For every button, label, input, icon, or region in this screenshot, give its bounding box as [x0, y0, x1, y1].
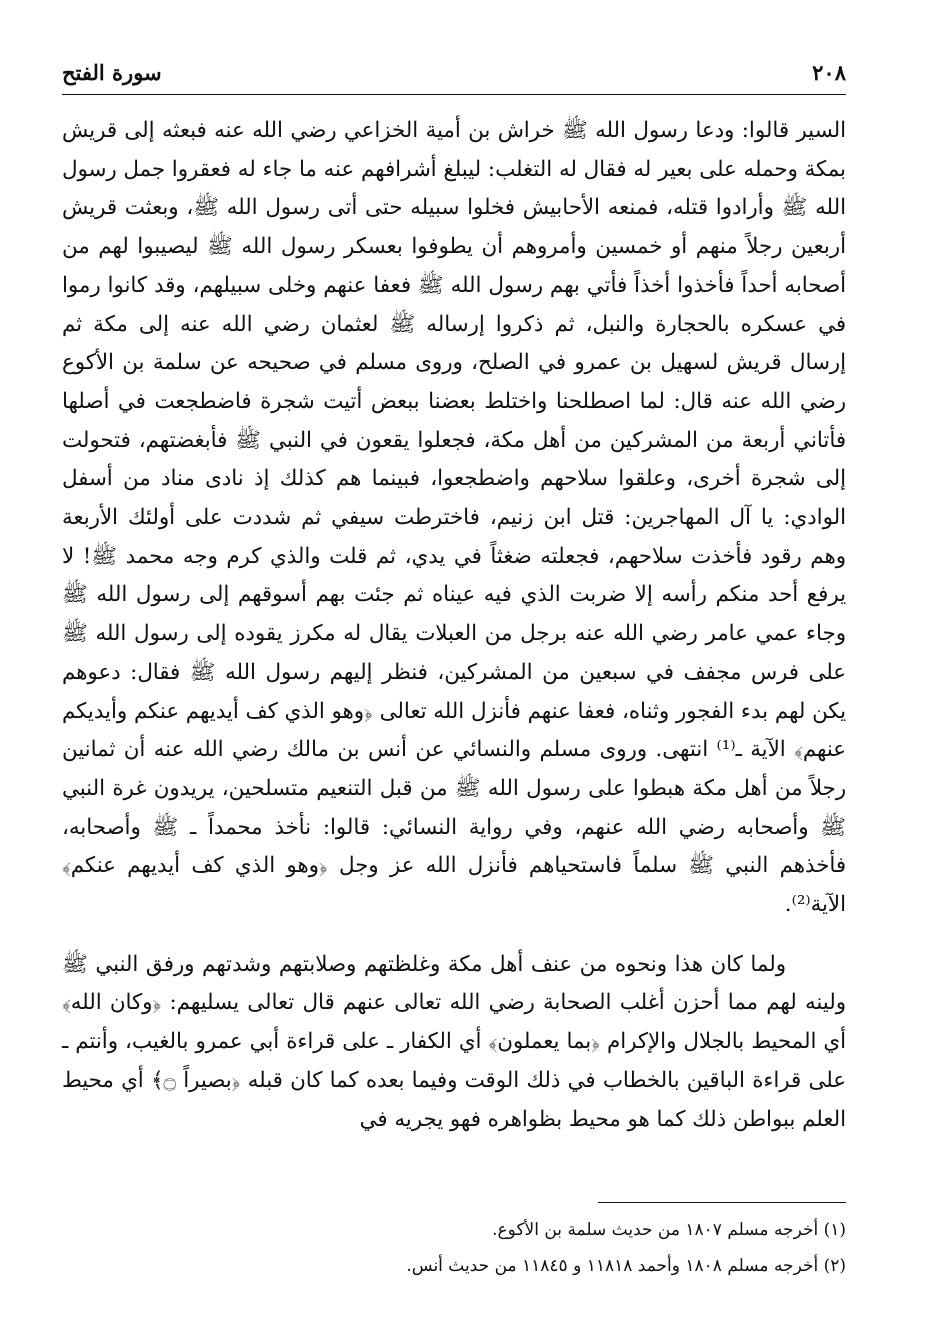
- main-text: [62, 112, 846, 1139]
- paragraph: ولما كان هذا ونحوه من عنف أهل مكة وغلظتهم وصلابتهم وشدتهم ورفق النبي ﷺ ولينه لهم مما أحزن أغلب الصحابة رضي الله تعالى عنهم قال تعالى يسليهم: ﴿وكان الله﴾ أي المحيط بالجلال والإكرام ﴿بما يعملون﴾ أي الكفار ـ على قراءة أبي عمرو بالغيب، وأنتم ـ على قراءة الباقين بالخطاب في ذلك الوقت وفيما بعده كما كان قبله ﴿بصيراً ۝﴾ أي محيط العلم ببواطن ذلك كما هو محيط بظواهره فهو يجريه في: [62, 951, 847, 1132]
- running-title: سورة الفتح: [62, 60, 162, 85]
- footnote: (١) أخرجه مسلم ١٨٠٧ من حديث سلمة بن الأكوع.: [492, 1220, 846, 1240]
- page-number: ٢٠٨: [812, 60, 846, 85]
- paragraph: السير قالوا: ودعا رسول الله ﷺ خراش بن أمية الخزاعي رضي الله عنه فبعثه إلى قريش بمكة وحمله على بعير له فقال له التغلب: ليبلغ أشرافهم عنه ما جاء له فعقروا جمل رسول الله ﷺ وأرادوا قتله، فمنعه الأحابيش فخلوا سبيله حتى أتى رسول الله ﷺ، وبعثت قريش أربعين رجلاً منهم أو خمسين وأمروهم أن يطوفوا بعسكر رسول الله ﷺ ليصيبوا لهم من أصحابه أحداً فأخذوا أخذاً فأتي بهم رسول الله ﷺ فعفا عنهم وخلى سبيلهم، وقد كانوا رموا في عسكره بالحجارة والنبل، ثم ذكروا إرساله ﷺ لعثمان رضي الله عنه إلى مكة ثم إرسال قريش لسهيل بن عمرو في الصلح، وروى مسلم في صحيحه عن سلمة بن الأكوع رضي الله عنه قال: لما اصطلحنا واختلط بعضنا ببعض أتيت شجرة فاضطجعت في أصلها فأتاني أربعة من المشركين من أهل مكة، فجعلوا يقعون في النبي ﷺ فأبغضتهم، فتحولت إلى شجرة أخرى، وعلقوا سلاحهم واضطجعوا، فبينما هم كذلك إذ نادى مناد من أسفل الوادي: يا آل المهاجرين: قتل ابن زنيم، فاخترطت سيفي ثم شددت على أولئك الأربعة وهم رقود فأخذت سلاحهم، فجعلته ضغثاً في يدي، ثم قلت والذي كرم وجه محمد ﷺ! لا يرفع أحد منكم رأسه إلا ضربت الذي فيه عيناه ثم جئت بهم أسوقهم إلى رسول الله ﷺ وجاء عمي عامر رضي الله عنه برجل من العبلات يقال له مكرز يقوده إلى رسول الله ﷺ على فرس مجفف في سبعين من المشركين، فنظر إليهم رسول الله ﷺ فقال: دعوهم يكن لهم بدء الفجور وثناه، فعفا عنهم فأنزل الله تعالى ﴿وهو الذي كف أيديهم عنكم وأيديكم عنهم﴾ الآية ـ⁽¹⁾ انتهى. وروى مسلم والنسائي عن أنس بن مالك رضي الله عنه أن ثمانين رجلاً من أهل مكة هبطوا على رسول الله ﷺ من قبل التنعيم متسلحين، يريدون غرة النبي ﷺ وأصحابه رضي الله عنهم، وفي رواية النسائي: قالوا: نأخذ محمداً ـ ﷺ وأصحابه، فأخذهم النبي ﷺ سلماً فاستحياهم فأنزل الله عز وجل ﴿وهو الذي كف أيديهم عنكم﴾ الآية⁽²⁾.: [62, 118, 846, 918]
- footnote: (٢) أخرجه مسلم ١٨٠٨ وأحمد ١١٨١٨ و ١١٨٤٥ من حديث أنس.: [406, 1256, 846, 1276]
- page-header: [62, 56, 846, 95]
- book-page: [62, 56, 846, 1306]
- footnotes: [62, 1212, 846, 1284]
- footnote-divider: [598, 1202, 846, 1203]
